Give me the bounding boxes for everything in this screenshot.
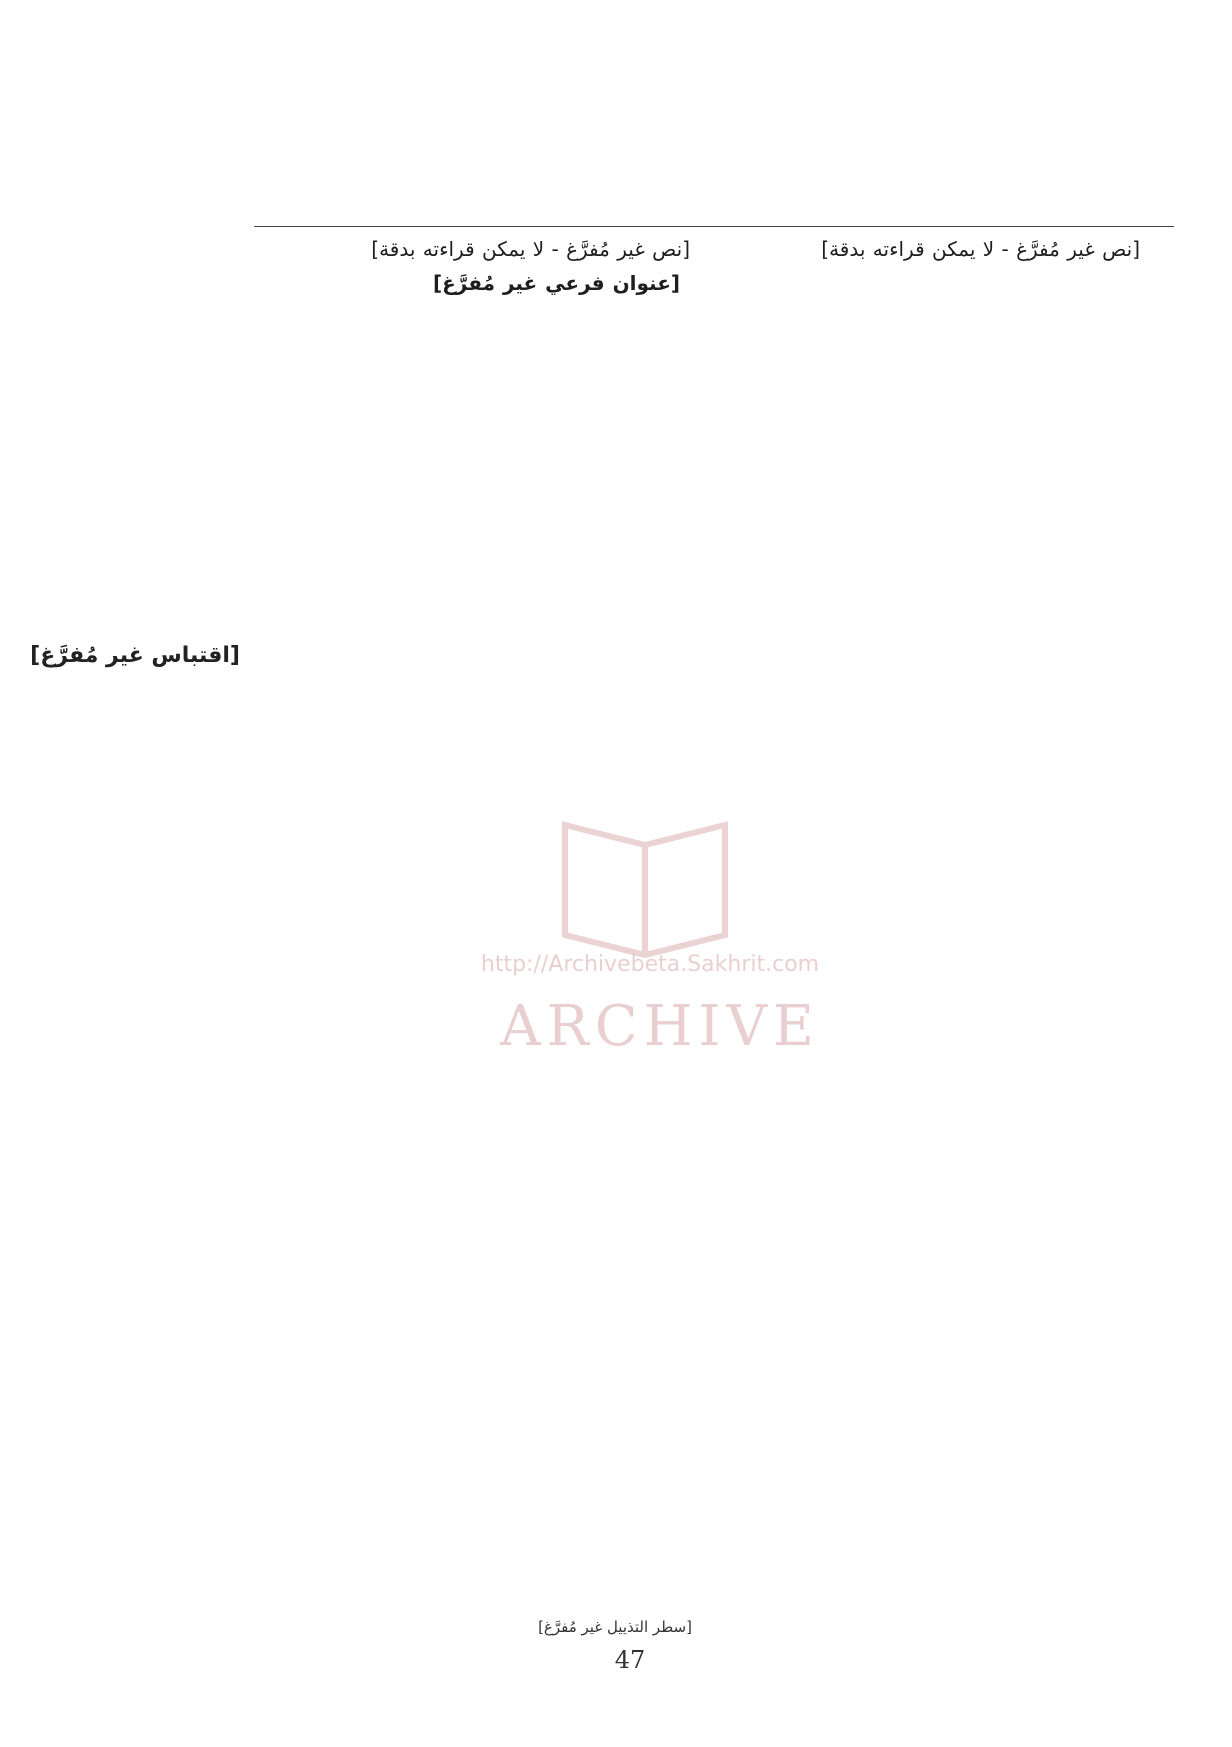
section-heading: [عنوان فرعي غير مُفرَّغ] xyxy=(432,271,680,296)
watermark-word: ARCHIVE xyxy=(500,994,820,1059)
publication-footer: [سطر التذييل غير مُفرَّغ] xyxy=(538,1618,692,1636)
pull-quote: [اقتباس غير مُفرَّغ] xyxy=(30,643,240,668)
header-rule xyxy=(254,226,1174,227)
paragraph: [نص غير مُفرَّغ - لا يمكن قراءته بدقة] xyxy=(821,237,1140,261)
article-column-middle xyxy=(254,232,690,1597)
watermark-url: http://Archivebeta.Sakhrit.com xyxy=(480,952,820,977)
paragraph: [نص غير مُفرَّغ - لا يمكن قراءته بدقة] xyxy=(371,237,690,261)
page-number: 47 xyxy=(614,1646,646,1674)
article-column-right xyxy=(706,232,1140,1597)
